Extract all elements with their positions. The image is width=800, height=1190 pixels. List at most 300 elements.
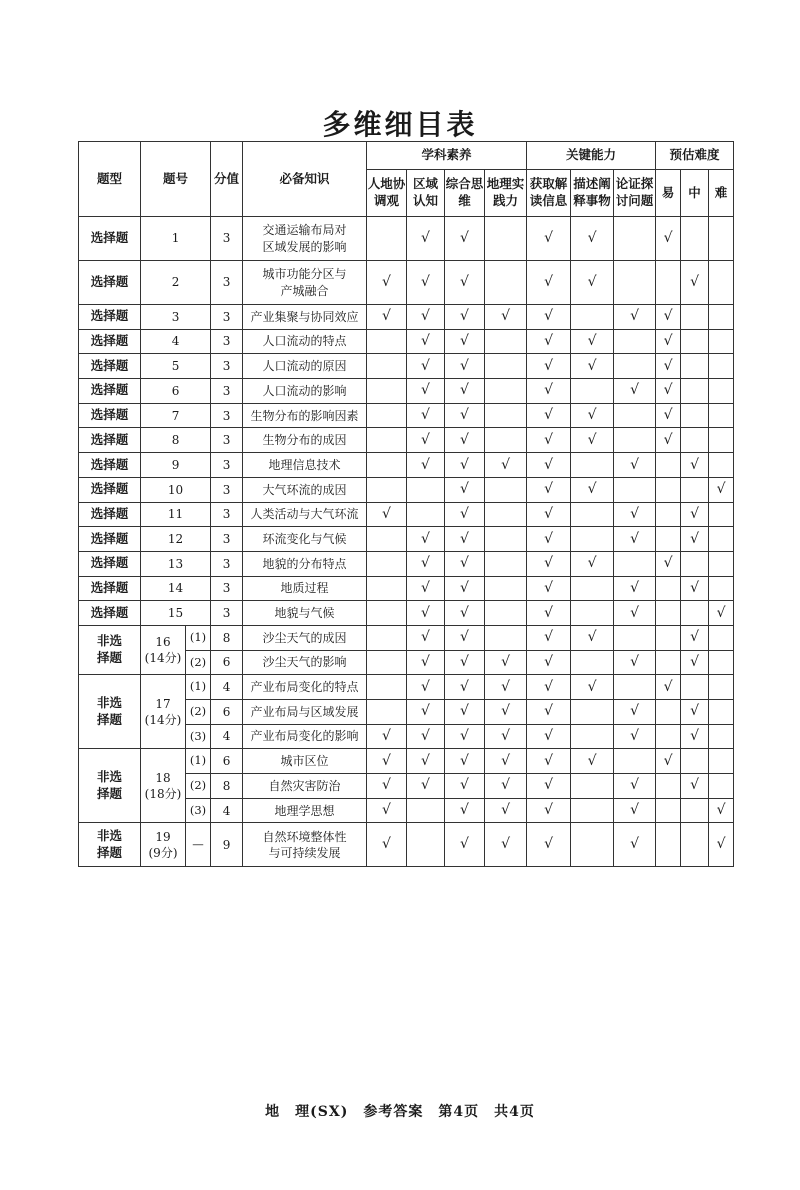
empty-cell [681,217,709,261]
check-mark: √ [445,329,485,354]
header-type: 题型 [79,142,141,217]
empty-cell [709,217,734,261]
sub-question: — [186,823,211,867]
page-title: 多维细目表 [322,108,478,141]
check-mark: √ [485,749,527,774]
empty-cell [571,527,614,552]
empty-cell [656,576,681,601]
check-mark: √ [367,823,407,867]
question-number: 12 [141,527,211,552]
empty-cell [367,576,407,601]
check-mark: √ [614,798,656,823]
empty-cell [614,477,656,502]
check-mark: √ [445,261,485,305]
check-mark: √ [656,379,681,404]
check-mark: √ [681,453,709,478]
empty-cell [614,354,656,379]
check-mark: √ [367,749,407,774]
check-mark: √ [407,329,445,354]
question-number: 13 [141,551,211,576]
empty-cell [681,823,709,867]
question-total-score: (14分) [144,712,182,727]
check-mark: √ [614,379,656,404]
knowledge-cell: 人口流动的特点 [243,329,367,354]
sub-question: (2) [186,700,211,725]
check-mark: √ [656,749,681,774]
empty-cell [656,823,681,867]
empty-cell [709,675,734,700]
empty-cell [614,261,656,305]
check-mark: √ [614,453,656,478]
empty-cell [367,650,407,675]
question-score: 8 [211,774,243,799]
question-number: 10 [141,477,211,502]
check-mark: √ [709,798,734,823]
question-type: 选择题 [79,261,141,305]
check-mark: √ [614,576,656,601]
check-mark: √ [445,217,485,261]
check-mark: √ [407,700,445,725]
empty-cell [709,261,734,305]
knowledge-cell: 人口流动的影响 [243,379,367,404]
check-mark: √ [527,798,571,823]
empty-cell [709,502,734,527]
check-mark: √ [407,354,445,379]
check-mark: √ [407,305,445,330]
check-mark: √ [571,428,614,453]
knowledge-cell: 地貌的分布特点 [243,551,367,576]
question-number-value: 17 [155,696,171,711]
empty-cell [614,551,656,576]
check-mark: √ [445,749,485,774]
check-mark: √ [527,700,571,725]
question-total-score: (9分) [148,845,178,860]
empty-cell [367,403,407,428]
empty-cell [367,700,407,725]
question-score: 3 [211,477,243,502]
table-row [79,502,734,527]
check-mark: √ [681,774,709,799]
check-mark: √ [614,527,656,552]
question-type: 非选择题 [79,675,141,749]
question-score: 3 [211,261,243,305]
table-row [79,477,734,502]
empty-cell [367,428,407,453]
check-mark: √ [527,527,571,552]
check-mark: √ [485,798,527,823]
empty-cell [681,675,709,700]
question-number [141,625,186,674]
check-mark: √ [527,724,571,749]
check-mark: √ [614,305,656,330]
question-number: 6 [141,379,211,404]
check-mark: √ [571,329,614,354]
table-row [79,823,734,867]
question-type: 选择题 [79,329,141,354]
empty-cell [367,354,407,379]
empty-cell [656,477,681,502]
question-type: 选择题 [79,217,141,261]
sub-question: (1) [186,625,211,650]
check-mark: √ [367,724,407,749]
empty-cell [656,261,681,305]
empty-cell [614,428,656,453]
check-mark: √ [445,576,485,601]
check-mark: √ [709,477,734,502]
check-mark: √ [614,601,656,626]
empty-cell [485,527,527,552]
check-mark: √ [681,576,709,601]
empty-cell [367,217,407,261]
check-mark: √ [527,477,571,502]
empty-cell [681,379,709,404]
empty-cell [681,305,709,330]
knowledge-cell: 环流变化与气候 [243,527,367,552]
check-mark: √ [367,774,407,799]
check-mark: √ [571,354,614,379]
empty-cell [709,428,734,453]
check-mark: √ [656,217,681,261]
question-score: 4 [211,798,243,823]
question-type: 非选择题 [79,625,141,674]
question-number: 7 [141,403,211,428]
check-mark: √ [445,601,485,626]
empty-cell [614,329,656,354]
check-mark: √ [656,305,681,330]
empty-cell [709,650,734,675]
check-mark: √ [571,625,614,650]
empty-cell [367,453,407,478]
empty-cell [656,724,681,749]
empty-cell [485,502,527,527]
empty-cell [485,217,527,261]
check-mark: √ [656,675,681,700]
check-mark: √ [571,403,614,428]
table-row [79,217,734,261]
check-mark: √ [527,601,571,626]
empty-cell [709,700,734,725]
check-mark: √ [614,823,656,867]
question-score: 6 [211,700,243,725]
question-score: 3 [211,551,243,576]
header-col: 易 [656,170,681,217]
empty-cell [709,403,734,428]
check-mark: √ [571,675,614,700]
empty-cell [485,477,527,502]
knowledge-cell: 大气环流的成因 [243,477,367,502]
empty-cell [571,576,614,601]
empty-cell [656,601,681,626]
check-mark: √ [445,823,485,867]
header-knowledge: 必备知识 [243,142,367,217]
question-total-score: (18分) [144,786,182,801]
check-mark: √ [656,428,681,453]
empty-cell [709,749,734,774]
check-mark: √ [527,551,571,576]
check-mark: √ [527,576,571,601]
question-score: 3 [211,217,243,261]
empty-cell [681,403,709,428]
check-mark: √ [681,724,709,749]
empty-cell [709,774,734,799]
check-mark: √ [407,551,445,576]
knowledge-cell: 地质过程 [243,576,367,601]
knowledge-cell: 地貌与气候 [243,601,367,626]
question-number: 2 [141,261,211,305]
question-number-value: 18 [155,770,171,785]
check-mark: √ [527,749,571,774]
empty-cell [681,477,709,502]
sub-question: (3) [186,798,211,823]
knowledge-cell: 地理学思想 [243,798,367,823]
check-mark: √ [527,329,571,354]
check-mark: √ [527,650,571,675]
question-number [141,823,186,867]
check-mark: √ [407,774,445,799]
empty-cell [367,625,407,650]
empty-cell [681,428,709,453]
knowledge-cell: 沙尘天气的影响 [243,650,367,675]
empty-cell [485,428,527,453]
check-mark: √ [656,551,681,576]
empty-cell [614,403,656,428]
empty-cell [656,625,681,650]
check-mark: √ [407,675,445,700]
check-mark: √ [527,354,571,379]
check-mark: √ [407,749,445,774]
check-mark: √ [527,428,571,453]
header-literacy: 学科素养 [367,142,527,170]
empty-cell [571,453,614,478]
empty-cell [571,601,614,626]
table-row [79,354,734,379]
empty-cell [367,379,407,404]
question-number: 5 [141,354,211,379]
table-row [79,576,734,601]
empty-cell [485,329,527,354]
question-type: 选择题 [79,477,141,502]
empty-cell [614,217,656,261]
question-type: 选择题 [79,305,141,330]
check-mark: √ [527,261,571,305]
check-mark: √ [571,261,614,305]
check-mark: √ [614,700,656,725]
check-mark: √ [367,502,407,527]
check-mark: √ [407,625,445,650]
check-mark: √ [407,453,445,478]
check-mark: √ [407,576,445,601]
check-mark: √ [445,798,485,823]
empty-cell [614,625,656,650]
question-score: 3 [211,527,243,552]
check-mark: √ [527,305,571,330]
check-mark: √ [445,675,485,700]
check-mark: √ [527,217,571,261]
check-mark: √ [445,477,485,502]
empty-cell [367,527,407,552]
empty-cell [571,700,614,725]
page-footer: 地 理(SX) 参考答案 第4页 共4页 [265,1104,535,1120]
header-col: 中 [681,170,709,217]
empty-cell [367,675,407,700]
question-type: 非选择题 [79,823,141,867]
question-type: 选择题 [79,527,141,552]
check-mark: √ [445,650,485,675]
question-number-value: 16 [155,634,171,649]
question-type: 选择题 [79,453,141,478]
empty-cell [709,379,734,404]
question-number [141,675,186,749]
empty-cell [367,329,407,354]
knowledge-cell: 地理信息技术 [243,453,367,478]
check-mark: √ [571,477,614,502]
check-mark: √ [485,453,527,478]
empty-cell [571,502,614,527]
check-mark: √ [445,403,485,428]
empty-cell [656,700,681,725]
table-row [79,403,734,428]
check-mark: √ [527,502,571,527]
question-score: 9 [211,823,243,867]
check-mark: √ [614,724,656,749]
knowledge-cell: 产业布局变化的特点 [243,675,367,700]
header-col: 论证探讨问题 [614,170,656,217]
empty-cell [681,798,709,823]
empty-cell [709,354,734,379]
check-mark: √ [571,217,614,261]
check-mark: √ [681,261,709,305]
knowledge-cell: 自然灾害防治 [243,774,367,799]
knowledge-cell: 城市功能分区与产城融合 [243,261,367,305]
check-mark: √ [407,650,445,675]
sub-question: (1) [186,675,211,700]
empty-cell [367,551,407,576]
empty-cell [571,823,614,867]
empty-cell [614,749,656,774]
question-total-score: (14分) [144,651,182,666]
check-mark: √ [445,551,485,576]
question-score: 3 [211,305,243,330]
question-score: 3 [211,576,243,601]
question-number: 11 [141,502,211,527]
question-type: 选择题 [79,428,141,453]
empty-cell [681,601,709,626]
check-mark: √ [485,774,527,799]
table-row [79,305,734,330]
empty-cell [571,650,614,675]
empty-cell [407,502,445,527]
check-mark: √ [485,724,527,749]
check-mark: √ [407,217,445,261]
check-mark: √ [527,625,571,650]
knowledge-cell: 人类活动与大气环流 [243,502,367,527]
empty-cell [367,477,407,502]
empty-cell [681,329,709,354]
empty-cell [485,551,527,576]
header-col: 描述阐释事物 [571,170,614,217]
empty-cell [709,576,734,601]
question-type: 选择题 [79,576,141,601]
check-mark: √ [485,823,527,867]
question-type: 选择题 [79,551,141,576]
check-mark: √ [681,502,709,527]
question-score: 4 [211,675,243,700]
empty-cell [485,379,527,404]
empty-cell [656,453,681,478]
empty-cell [571,774,614,799]
table-row [79,428,734,453]
table-row [79,379,734,404]
header-col: 综合思维 [445,170,485,217]
question-type: 选择题 [79,354,141,379]
header-col: 难 [709,170,734,217]
question-score: 3 [211,379,243,404]
table-row [79,625,734,650]
check-mark: √ [681,650,709,675]
empty-cell [656,502,681,527]
empty-cell [681,354,709,379]
knowledge-cell: 生物分布的成因 [243,428,367,453]
table-row [79,329,734,354]
check-mark: √ [407,428,445,453]
check-mark: √ [445,428,485,453]
check-mark: √ [407,261,445,305]
table-row [79,551,734,576]
question-type: 选择题 [79,601,141,626]
check-mark: √ [445,379,485,404]
check-mark: √ [485,675,527,700]
question-score: 6 [211,650,243,675]
check-mark: √ [527,774,571,799]
table-row [79,453,734,478]
empty-cell [656,774,681,799]
empty-cell [485,261,527,305]
empty-cell [407,477,445,502]
empty-cell [709,551,734,576]
empty-cell [709,329,734,354]
question-score: 6 [211,749,243,774]
question-score: 3 [211,329,243,354]
check-mark: √ [367,305,407,330]
check-mark: √ [527,379,571,404]
knowledge-cell: 产业布局与区域发展 [243,700,367,725]
empty-cell [709,305,734,330]
question-number: 9 [141,453,211,478]
empty-cell [485,403,527,428]
table-row [79,601,734,626]
question-type: 选择题 [79,379,141,404]
check-mark: √ [445,453,485,478]
question-type: 选择题 [79,502,141,527]
check-mark: √ [407,527,445,552]
knowledge-cell: 城市区位 [243,749,367,774]
empty-cell [709,527,734,552]
check-mark: √ [367,798,407,823]
empty-cell [571,724,614,749]
empty-cell [485,601,527,626]
check-mark: √ [445,625,485,650]
check-mark: √ [407,601,445,626]
empty-cell [485,354,527,379]
table-row [79,527,734,552]
sub-question: (1) [186,749,211,774]
empty-cell [681,749,709,774]
empty-cell [709,724,734,749]
question-number: 4 [141,329,211,354]
specification-table [78,141,734,867]
sub-question: (2) [186,650,211,675]
table-row [79,749,734,774]
